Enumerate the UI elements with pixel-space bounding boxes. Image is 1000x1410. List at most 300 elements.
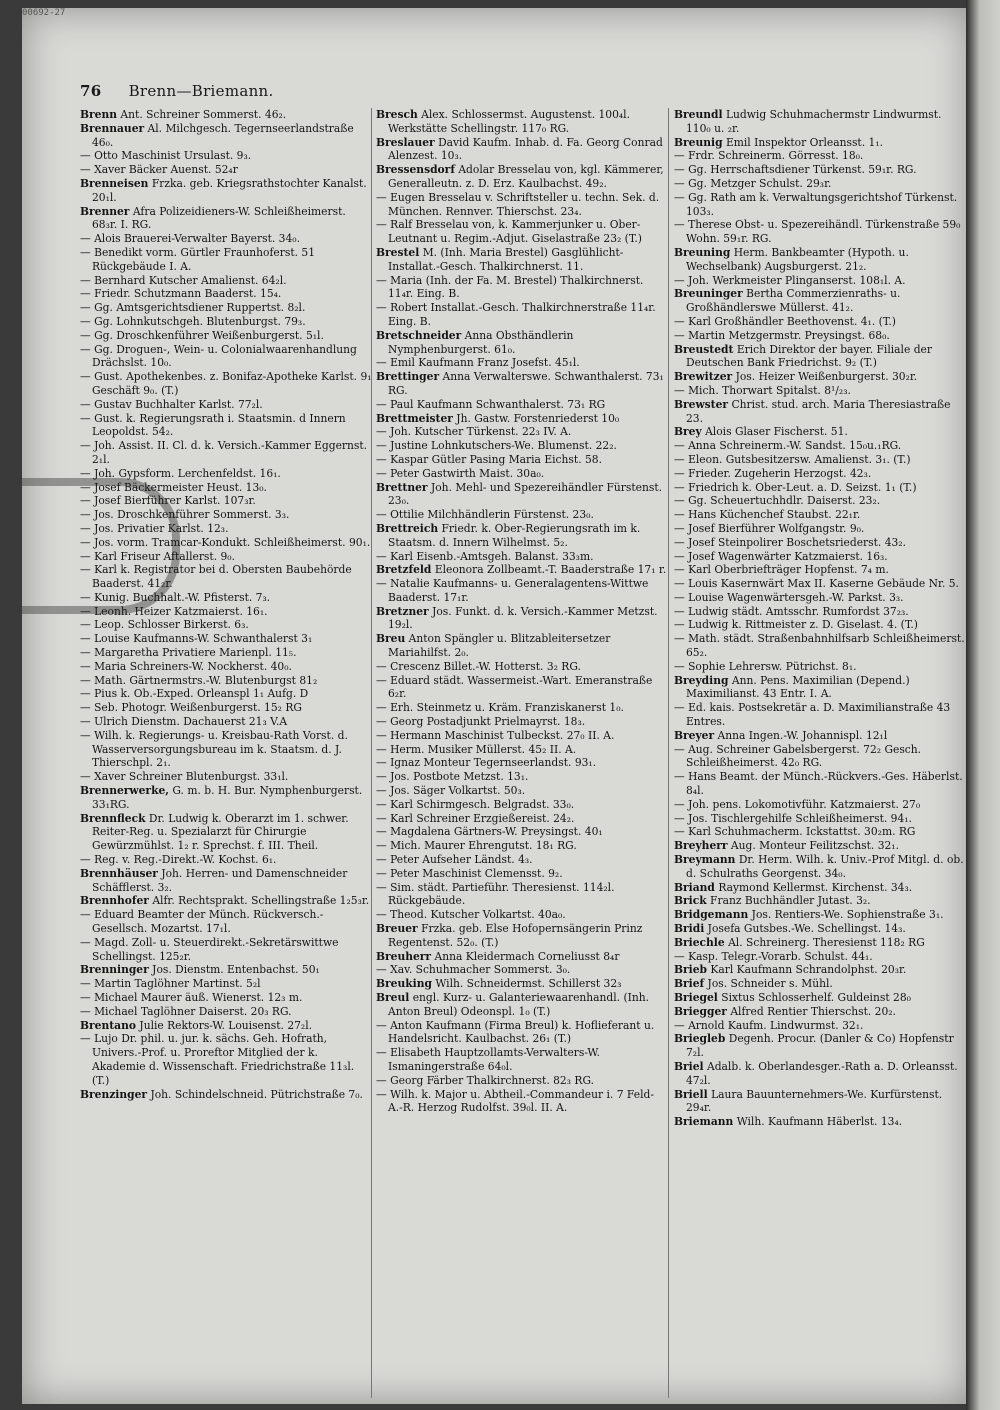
entry-details: — Leop. Schlosser Birkerst. 6₃. — [80, 618, 249, 632]
entry-details: Franz Buchhändler Jutast. 3₂. — [710, 894, 871, 908]
entry-details: — Otto Maschinist Ursulast. 9₃. — [80, 149, 252, 163]
entry-surname: Briemann — [674, 1115, 734, 1129]
directory-entry — [80, 701, 372, 715]
directory-entry — [80, 729, 372, 770]
entry-details: — Elisabeth Hauptzollamts-Verwalters-W. Ismaningerstraße 64₀l. — [376, 1046, 600, 1073]
directory-entry — [674, 494, 966, 508]
directory-entry — [376, 867, 668, 881]
entry-surname: Breunig — [674, 135, 723, 149]
directory-entry — [376, 1019, 668, 1047]
entry-details: — Ralf Bresselau von, k. Kammerjunker u. Ober-Leutnant u. Regim.-Adjut. Giselastraße 23₂ (T.) — [376, 218, 642, 246]
directory-entry — [376, 756, 668, 770]
directory-entry — [376, 963, 668, 977]
entry-details: — Emil Kaufmann Franz Josefst. 45₁l. — [376, 356, 580, 370]
entry-surname: Bresch — [376, 108, 418, 121]
entry-surname: Brick — [674, 894, 707, 908]
directory-entry — [674, 370, 966, 384]
directory-entry — [80, 894, 372, 908]
entry-details: — Joh. Assist. II. Cl. d. k. Versich.-Kammer Eggernst. 2₁l. — [80, 439, 368, 466]
entry-surname: Briel — [674, 1059, 704, 1073]
entry-details: — Gg. Herrschaftsdiener Türkenst. 59₁r. RG. — [674, 163, 917, 177]
entry-details: Erich Direktor der bayer. Filiale der Deutschen Bank Friedrichst. 9₂ (T.) — [686, 342, 932, 370]
directory-entry — [376, 991, 668, 1019]
directory-entry — [376, 1074, 668, 1088]
entry-details: — Georg Färber Thalkirchnerst. 82₃ RG. — [376, 1073, 595, 1087]
entry-details: — Ludwig k. Rittmeister z. D. Giselast. 4. (T.) — [674, 618, 918, 632]
directory-entry — [80, 108, 372, 122]
entry-details: — Theod. Kutscher Volkartst. 40a₀. — [376, 908, 566, 922]
directory-entry — [80, 287, 372, 301]
directory-entry — [80, 205, 372, 233]
directory-entry — [80, 494, 372, 508]
directory-entry — [674, 839, 966, 853]
entry-details: — Martin Metzgermstr. Preysingst. 68₀. — [674, 328, 890, 342]
directory-entry — [80, 508, 372, 522]
directory-entry — [376, 563, 668, 577]
entry-details: — Peter Aufseher Ländst. 4₃. — [376, 853, 533, 867]
entry-surname: Briegleb — [674, 1032, 726, 1046]
directory-entry — [674, 798, 966, 812]
entry-details: Joh. Schindelschneid. Pütrichstraße 7₀. — [150, 1087, 363, 1101]
entry-surname: Brenner — [80, 204, 130, 218]
directory-entry — [674, 481, 966, 495]
entry-details: Jos. Funkt. d. k. Versich.-Kammer Metzst. 19₂l. — [388, 604, 658, 632]
directory-entry — [674, 825, 966, 839]
entry-details: Degenh. Procur. (Danler & Co) Hopfenstr 7₂l. — [686, 1032, 954, 1060]
directory-entry — [80, 1019, 372, 1033]
directory-entry — [80, 591, 372, 605]
entry-details: — Gg. Amtsgerichtsdiener Ruppertst. 8₂l. — [80, 301, 306, 315]
entry-details: — Therese Obst- u. Spezereihändl. Türkenstraße 59₀ Wohn. 59₁r. RG. — [674, 218, 961, 246]
directory-entry — [376, 908, 668, 922]
directory-entry — [376, 412, 668, 426]
directory-entry — [674, 770, 966, 798]
entry-details: — Benedikt vorm. Gürtler Fraunhoferst. 51 Rückgebäude I. A. — [80, 245, 316, 273]
page-number: 76 — [80, 82, 102, 100]
column-2 — [376, 108, 668, 1398]
entry-details: — Eduard städt. Wassermeist.-Wart. Emeranstraße 6₂r. — [376, 673, 653, 701]
entry-details: Jos. Dienstm. Entenbachst. 50₁ — [152, 963, 320, 977]
entry-details: — Michael Maurer äuß. Wienerst. 12₃ m. — [80, 991, 303, 1004]
entry-details: — Ottilie Milchhändlerin Fürstenst. 23₀. — [376, 508, 594, 522]
entry-details: — Jos. Tischlergehilfe Schleißheimerst. 94₁. — [674, 811, 912, 825]
entry-details: — Joh. pens. Lokomotivführ. Katzmaierst. 27₀ — [674, 797, 921, 811]
directory-entry — [80, 481, 372, 495]
entry-surname: Brenninger — [80, 963, 149, 977]
directory-entry — [674, 605, 966, 619]
directory-entry — [376, 784, 668, 798]
directory-entry — [376, 853, 668, 867]
entry-details: — Gg. Rath am k. Verwaltungsgerichtshof Türkenst. 103₃. — [674, 190, 958, 218]
directory-entry — [80, 977, 372, 991]
entry-details: — Xav. Schuhmacher Sommerst. 3₀. — [376, 963, 571, 977]
entry-surname: Bretzfeld — [376, 563, 432, 577]
directory-entry — [80, 908, 372, 936]
directory-entry — [80, 1088, 372, 1102]
directory-entry — [376, 370, 668, 398]
directory-entry — [376, 729, 668, 743]
directory-entry — [376, 191, 668, 219]
directory-entry — [80, 563, 372, 591]
directory-entry — [376, 1088, 668, 1116]
entry-details: — Louise Kaufmanns-W. Schwanthalerst 3₁ — [80, 632, 313, 646]
directory-entry — [674, 950, 966, 964]
directory-entry — [674, 963, 966, 977]
entry-details: — Aug. Schreiner Gabelsbergerst. 72₂ Gesch. Schleißheimerst. 42₀ RG. — [674, 742, 922, 770]
entry-details: — Karl Eisenb.-Amtsgeh. Balanst. 33₃m. — [376, 549, 594, 563]
entry-surname: Brettreich — [376, 521, 439, 535]
entry-details: Alfred Rentier Thierschst. 20₂. — [730, 1004, 896, 1018]
directory-entry — [674, 439, 966, 453]
entry-surname: Bridgemann — [674, 908, 749, 922]
entry-details: Julie Rektors-W. Louisenst. 27₂l. — [139, 1018, 313, 1032]
entry-details: — Leonh. Heizer Katzmaierst. 16₁. — [80, 604, 268, 618]
entry-details: Josefa Gutsbes.-We. Schellingst. 14₃. — [707, 922, 906, 936]
directory-entry — [674, 522, 966, 536]
entry-details: — Maria Schreiners-W. Nockherst. 40₀. — [80, 659, 292, 673]
entry-details: — Josef Steinpolirer Boschetsriederst. 43₂. — [674, 535, 906, 549]
entry-details: Ant. Schreiner Sommerst. 46₂. — [120, 108, 287, 121]
directory-entry — [376, 398, 668, 412]
entry-details: — Pius k. Ob.-Exped. Orleanspl 1₁ Aufg. D — [80, 687, 309, 701]
entry-details: — Magd. Zoll- u. Steuerdirekt.-Sekretärswittwe Schellingst. 125₂r. — [80, 935, 339, 963]
entry-details: — Karl Schirmgesch. Belgradst. 33₀. — [376, 797, 575, 811]
directory-entry — [80, 963, 372, 977]
directory-entry — [376, 508, 668, 522]
entry-details: — Frdr. Schreinerm. Görresst. 18₀. — [674, 149, 864, 163]
entry-surname: Breyer — [674, 728, 715, 742]
entry-surname: Brieb — [674, 963, 707, 977]
entry-details: Wilh. Schneidermst. Schillerst 32₃ — [435, 977, 622, 991]
directory-entry — [674, 287, 966, 315]
entry-details: — Wilh. k. Major u. Abtheil.-Commandeur i. 7 Feld-A.-R. Herzog Rudolfst. 39₀l. II. A. — [376, 1087, 654, 1115]
directory-entry — [80, 149, 372, 163]
entry-details: — Karl Friseur Aftallerst. 9₀. — [80, 549, 235, 563]
entry-details: — Gg. Droguen-, Wein- u. Colonialwaarenhandlung Drächslst. 10₀. — [80, 342, 357, 370]
entry-details: Dr. Ludwig k. Oberarzt im 1. schwer. Reiter-Reg. u. Spezialarzt für Chirurgie Gewürzmühlst. 1₂ r. Sprechst. f. III. Theil. — [92, 811, 349, 853]
entry-details: Jos. Heizer Weißenburgerst. 30₂r. — [735, 370, 918, 384]
directory-entry — [376, 218, 668, 246]
directory-entry — [674, 1088, 966, 1116]
entry-surname: Briegel — [674, 991, 718, 1004]
directory-entry — [674, 384, 966, 398]
directory-entry — [674, 177, 966, 191]
directory-entry — [80, 177, 372, 205]
directory-entry — [674, 729, 966, 743]
directory-entry — [674, 136, 966, 150]
directory-entry — [674, 908, 966, 922]
entry-details: — Karl Großhändler Beethovenst. 4₁. (T.) — [674, 314, 896, 328]
directory-entry — [80, 936, 372, 964]
directory-entry — [376, 1046, 668, 1074]
directory-entry — [376, 550, 668, 564]
entry-details: — Ed. kais. Postsekretär a. D. Maximilianstraße 43 Entres. — [674, 701, 951, 729]
entry-surname: Brettner — [376, 480, 428, 494]
entry-details: — Wilh. k. Regierungs- u. Kreisbau-Rath Vorst. d. Wasserversorgungsbureau im k. Staatsm. d. J. Thierschpl. 2₁. — [80, 728, 348, 770]
entry-details: — Xaver Schreiner Blutenburgst. 33₁l. — [80, 770, 289, 784]
directory-entry — [674, 894, 966, 908]
entry-details: Raymond Kellermst. Kirchenst. 34₃. — [718, 880, 913, 894]
entry-surname: Briegger — [674, 1004, 727, 1018]
entry-details: — Frieder. Zugeherin Herzogst. 42₃. — [674, 466, 872, 480]
entry-details: — Math. städt. Straßenbahnhilfsarb Schleißheimerst. 65₂. — [674, 632, 965, 660]
entry-details: — Justine Lohnkutschers-We. Blumenst. 22₂. — [376, 439, 617, 453]
entry-surname: Breu — [376, 632, 406, 646]
entry-details: Eleonora Zollbeamt.-T. Baaderstraße 17₁ r. — [434, 563, 667, 577]
entry-details: — Peter Gastwirth Maist. 30a₀. — [376, 466, 545, 480]
entry-details: — Peter Maschinist Clemensst. 9₂. — [376, 866, 563, 880]
directory-entry — [674, 508, 966, 522]
entry-details: G. m. b. H. Bur. Nymphenburgerst. 33₁RG. — [92, 784, 363, 811]
entry-surname: Bretzner — [376, 604, 429, 618]
entry-details: Jos. Rentiers-We. Sophienstraße 3₁. — [751, 908, 944, 922]
entry-details: Joh. Mehl- und Spezereihändler Fürstenst. 23₀. — [388, 480, 663, 508]
entry-details: — Gg. Lohnkutschgeh. Blutenburgst. 79₃. — [80, 314, 306, 328]
entry-details: Anna Kleidermach Corneliusst 8₄r — [434, 949, 620, 963]
directory-entry — [376, 881, 668, 909]
directory-entry — [376, 274, 668, 302]
directory-entry — [376, 439, 668, 453]
directory-entry — [674, 343, 966, 371]
entry-details: Aug. Monteur Feilitzschst. 32₁. — [730, 839, 899, 853]
directory-entry — [80, 550, 372, 564]
entry-details: Bertha Commerzienraths- u. Großhändlerswe Müllerst. 41₂. — [686, 287, 901, 315]
directory-entry — [674, 853, 966, 881]
entry-details: — Jos. Droschkenführer Sommerst. 3₃. — [80, 508, 290, 522]
entry-details: Jh. Gastw. Forstenriederst 10₀ — [456, 411, 620, 425]
entry-details: — Jos. Postbote Metzst. 13₁. — [376, 770, 529, 784]
entry-details: — Ignaz Monteur Tegernseerlandst. 93₁. — [376, 756, 597, 770]
entry-surname: Brenzinger — [80, 1087, 148, 1101]
directory-entry — [376, 356, 668, 370]
directory-entry — [376, 136, 668, 164]
directory-entry — [674, 660, 966, 674]
directory-entry — [674, 550, 966, 564]
directory-entry — [674, 1005, 966, 1019]
entry-surname: Brettmeister — [376, 411, 453, 425]
entry-surname: Breuherr — [376, 949, 432, 963]
directory-entry — [80, 522, 372, 536]
directory-entry — [80, 812, 372, 853]
entry-surname: Bressensdorf — [376, 163, 455, 177]
entry-details: Anna Ingen.-W. Johannispl. 12₁l — [717, 728, 888, 742]
directory-entry — [674, 591, 966, 605]
entry-details: — Natalie Kaufmanns- u. Generalagentens-Wittwe Baaderst. 17₁r. — [376, 577, 649, 604]
entry-details: — Anna Schreinerm.-W. Sandst. 15₀u.₁RG. — [674, 439, 902, 453]
directory-entry — [674, 467, 966, 481]
directory-entry — [80, 122, 372, 150]
directory-entry — [376, 632, 668, 660]
entry-details: — Paul Kaufmann Schwanthalerst. 73₁ RG — [376, 397, 606, 411]
entry-details: — Karl Schuhmacherm. Ickstattst. 30₂m. RG — [674, 825, 916, 839]
entry-surname: Breuking — [376, 977, 432, 991]
directory-entry — [80, 343, 372, 371]
entry-details: — Erh. Steinmetz u. Kräm. Franziskanerst 1₀. — [376, 701, 624, 715]
directory-entry — [376, 825, 668, 839]
entry-surname: Brennhäuser — [80, 866, 158, 880]
directory-entry — [674, 163, 966, 177]
entry-surname: Breuning — [674, 245, 731, 259]
directory-entry — [674, 1019, 966, 1033]
entry-details: Al. Schreinerg. Theresienst 118₂ RG — [728, 935, 925, 949]
entry-details: Frzka. geb. Else Hofopernsängerin Prinz Regentenst. 52₀. (T.) — [388, 922, 643, 949]
entry-details: — Mich. Thorwart Spitalst. 8¹/₂₃. — [674, 383, 851, 397]
directory-entry — [80, 412, 372, 440]
entry-details: — Herm. Musiker Müllerst. 45₂ II. A. — [376, 742, 577, 756]
directory-entry — [674, 922, 966, 936]
directory-entry — [80, 232, 372, 246]
entry-surname: Briell — [674, 1087, 708, 1101]
entry-details: — Josef Bierführer Wolfgangstr. 9₀. — [674, 521, 865, 535]
entry-details: — Karl Oberbriefträger Hopfenst. 7₄ m. — [674, 563, 889, 577]
page-header — [80, 82, 274, 100]
directory-entry — [674, 329, 966, 343]
directory-entry — [674, 315, 966, 329]
entry-details: — Gg. Droschkenführer Weißenburgerst. 5₁l. — [80, 328, 324, 342]
directory-entry — [376, 798, 668, 812]
entry-details: — Xaver Bäcker Auenst. 52₄r — [80, 163, 238, 177]
entry-details: — Ludwig städt. Amtsschr. Rumfordst 37₂₃. — [674, 604, 909, 618]
directory-entry — [80, 274, 372, 288]
directory-entry — [674, 632, 966, 660]
entry-details: Anna Verwalterswe. Schwanthalerst. 73₁ RG. — [388, 370, 664, 397]
directory-entry — [674, 398, 966, 426]
entry-surname: Brennfleck — [80, 811, 146, 825]
directory-entry — [376, 108, 668, 136]
directory-entry — [80, 618, 372, 632]
entry-details: Herm. Bankbeamter (Hypoth. u. Wechselbank) Augsburgerst. 21₂. — [686, 245, 909, 273]
entry-surname: Breslauer — [376, 135, 435, 149]
entry-details: — Reg. v. Reg.-Direkt.-W. Kochst. 6₁. — [80, 853, 277, 867]
directory-entry — [376, 425, 668, 439]
directory-entry — [80, 784, 372, 812]
entry-surname: Breul — [376, 991, 410, 1004]
entry-details: — Hans Beamt. der Münch.-Rückvers.-Ges. Häberlst. 8₄l. — [674, 770, 963, 798]
directory-entry — [80, 715, 372, 729]
directory-entry — [80, 467, 372, 481]
entry-details: Joh. Herren- und Damenschneider Schäfflerst. 3₂. — [92, 866, 348, 894]
directory-entry — [674, 743, 966, 771]
directory-entry — [674, 674, 966, 702]
entry-details: — Eduard Beamter der Münch. Rückversch.-Gesellsch. Mozartst. 17₁l. — [80, 908, 324, 936]
directory-entry — [80, 867, 372, 895]
entry-details: Karl Kaufmann Schrandolphst. 20₃r. — [710, 963, 907, 977]
directory-entry — [80, 163, 372, 177]
entry-details: — Math. Gärtnermstrs.-W. Blutenburgst 81₂ — [80, 673, 318, 687]
directory-entry — [376, 605, 668, 633]
entry-details: — Gg. Scheuertuchhdlr. Daiserst. 23₂. — [674, 494, 881, 508]
entry-details: Al. Milchgesch. Tegernseerlandstraße 46₀. — [92, 121, 354, 149]
directory-entry — [80, 660, 372, 674]
directory-entry — [80, 398, 372, 412]
entry-details: — Gust. Apothekenbes. z. Bonifaz-Apotheke Karlst. 9₁ Geschäft 9₀. (T.) — [80, 370, 372, 397]
entry-surname: Bridi — [674, 922, 705, 936]
entry-surname: Brennerwerke, — [80, 784, 169, 798]
entry-details: engl. Kurz- u. Galanteriewaarenhandl. (Inh. Anton Breul) Odeonspl. 1₀ (T.) — [388, 991, 650, 1018]
entry-details: — Friedr. Schutzmann Baaderst. 15₄. — [80, 287, 282, 301]
entry-details: Dr. Herm. Wilh. k. Univ.-Prof Mitgl. d. ob. d. Schulraths Georgenst. 34₀. — [686, 853, 964, 880]
entry-details: — Ulrich Dienstm. Dachauerst 21₃ V.A — [80, 715, 288, 729]
directory-entry — [376, 839, 668, 853]
directory-entry — [674, 881, 966, 895]
entry-details: Jos. Schneider s. Mühl. — [707, 977, 833, 991]
entry-details: Ann. Pens. Maximilian (Depend.) Maximilianst. 43 Entr. I. A. — [686, 673, 910, 701]
directory-entry — [80, 770, 372, 784]
entry-details: Anton Spängler u. Blitzableitersetzer Mariahilfst. 2₀. — [388, 632, 611, 660]
directory-entry — [80, 646, 372, 660]
entry-details: — Bernhard Kutscher Amalienst. 64₂l. — [80, 273, 287, 287]
entry-details: — Karl k. Registrator bei d. Obersten Baubehörde Baaderst. 41₂r. — [80, 563, 352, 591]
directory-entry — [376, 743, 668, 757]
directory-entry — [376, 715, 668, 729]
entry-details: Ludwig Schuhmachermstr Lindwurmst. 110₀ u. ₂r. — [686, 108, 942, 135]
directory-entry — [80, 1032, 372, 1087]
entry-details: Emil Inspektor Orleansst. 1₁. — [725, 135, 883, 149]
entry-surname: Brennauer — [80, 121, 145, 135]
directory-entry — [674, 563, 966, 577]
entry-details: — Karl Schreiner Erzgießereist. 24₂. — [376, 811, 575, 825]
directory-entry — [376, 977, 668, 991]
entry-details: M. (Inh. Maria Brestel) Gasglühlicht-Installat.-Gesch. Thalkirchnerst. 11. — [388, 245, 624, 273]
directory-entry — [376, 701, 668, 715]
directory-entry — [674, 936, 966, 950]
directory-entry — [376, 812, 668, 826]
entry-surname: Breuer — [376, 922, 418, 936]
directory-entry — [376, 329, 668, 357]
entry-details: — Eugen Bresselau v. Schriftsteller u. techn. Sek. d. München. Rennver. Thierschst. 23₄. — [376, 190, 660, 218]
entry-details: — Georg Postadjunkt Prielmayrst. 18₃. — [376, 715, 586, 729]
entry-surname: Brennhofer — [80, 894, 149, 908]
entry-details: — Josef Wagenwärter Katzmaierst. 16₃. — [674, 549, 888, 563]
directory-entry — [376, 577, 668, 605]
entry-surname: Brey — [674, 425, 702, 439]
entry-surname: Breundl — [674, 108, 723, 121]
directory-entry — [376, 770, 668, 784]
directory-entry — [80, 687, 372, 701]
entry-details: — Martin Taglöhner Martinst. 5₂l — [80, 977, 261, 991]
entry-details: Alois Glaser Fischerst. 51. — [705, 425, 848, 439]
entry-details: — Michael Taglöhner Daiserst. 20₃ RG. — [80, 1004, 292, 1018]
directory-entry — [674, 577, 966, 591]
directory-entry — [376, 467, 668, 481]
entry-details: — Friedrich k. Ober-Leut. a. D. Seizst. 1₁ (T.) — [674, 480, 917, 494]
directory-entry — [376, 950, 668, 964]
entry-surname: Briand — [674, 880, 715, 894]
entry-details: Alex. Schlossermst. Augustenst. 100₄l. Werkstätte Schellingstr. 117₀ RG. — [388, 108, 630, 135]
directory-entry — [376, 163, 668, 191]
directory-entry — [674, 991, 966, 1005]
entry-details: — Arnold Kaufm. Lindwurmst. 32₁. — [674, 1018, 864, 1032]
directory-entry — [376, 522, 668, 550]
directory-entry — [674, 453, 966, 467]
entry-surname: Bretschneider — [376, 328, 462, 342]
directory-entry — [674, 536, 966, 550]
directory-entry — [674, 191, 966, 219]
entry-details: — Magdalena Gärtners-W. Preysingst. 40₁ — [376, 825, 603, 839]
entry-details: Laura Bauunternehmers-We. Kurfürstenst. 29₄r. — [686, 1087, 943, 1115]
directory-entry — [674, 274, 966, 288]
entry-surname: Brenn — [80, 108, 118, 121]
entry-details: — Joh. Werkmeister Plinganserst. 108₁l. A. — [674, 273, 906, 287]
entry-details: — Kaspar Gütler Pasing Maria Eichst. 58. — [376, 452, 602, 466]
directory-entry — [80, 301, 372, 315]
entry-details: — Crescenz Billet.-W. Hotterst. 3₂ RG. — [376, 659, 581, 673]
entry-details: — Eleon. Gutsbesitzersw. Amalienst. 3₁. (T.) — [674, 452, 911, 466]
entry-details: — Joh. Kutscher Türkenst. 22₃ IV. A. — [376, 425, 572, 439]
entry-details: Wilh. Kaufmann Häberlst. 13₄. — [736, 1115, 903, 1129]
entry-details: — Kunig. Buchhalt.-W. Pfisterst. 7₃. — [80, 590, 271, 604]
entry-details: — Hermann Maschinist Tulbeckst. 27₀ II. A. — [376, 728, 615, 742]
